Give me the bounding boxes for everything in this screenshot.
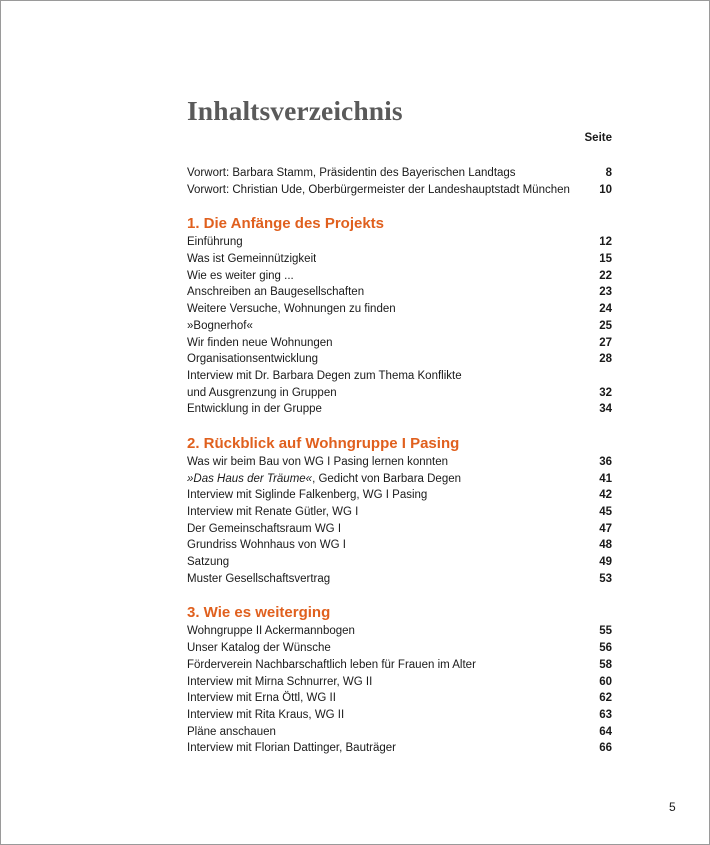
toc-entry-label: Interview mit Mirna Schnurrer, WG II xyxy=(187,675,373,688)
toc-entry[interactable] xyxy=(187,740,612,757)
toc-entry[interactable] xyxy=(187,674,612,691)
toc-entry-page: 64 xyxy=(599,725,612,738)
page-number: 5 xyxy=(669,800,676,814)
toc-entry[interactable] xyxy=(187,385,612,402)
toc-entry-page: 27 xyxy=(599,336,612,349)
toc-entry-label: Interview mit Florian Dattinger, Bauträger xyxy=(187,742,397,755)
toc-entry-label: Grundriss Wohnhaus von WG I xyxy=(187,539,346,552)
section-1 xyxy=(187,214,612,418)
section-heading: 2. Rückblick auf Wohngruppe I Pasing xyxy=(187,434,460,452)
toc-entry-page: 8 xyxy=(605,167,612,179)
toc-entry-label: Anschreiben an Baugesellschaften xyxy=(187,286,365,299)
toc-entry[interactable] xyxy=(187,471,612,488)
section-heading: 3. Wie es weiterging xyxy=(187,604,331,622)
toc-entry-page: 24 xyxy=(599,303,612,316)
toc-entry-label: Was ist Gemeinnützigkeit xyxy=(187,253,317,266)
toc-entry[interactable] xyxy=(187,234,612,251)
preface-list xyxy=(187,165,612,198)
toc-entry[interactable] xyxy=(187,318,612,335)
toc-entry-page: 47 xyxy=(599,522,612,535)
toc-entry[interactable] xyxy=(187,521,612,538)
toc-entry-label: Weitere Versuche, Wohnungen zu finden xyxy=(187,303,396,316)
toc-entry-page: 28 xyxy=(599,353,612,366)
toc-entry[interactable] xyxy=(187,504,612,521)
toc-entry-page: 36 xyxy=(599,455,612,468)
toc-entry[interactable] xyxy=(187,284,612,301)
toc-entry-page: 53 xyxy=(599,572,612,585)
section-2 xyxy=(187,434,612,588)
toc-entry[interactable] xyxy=(187,640,612,657)
toc-entry-label: Interview mit Rita Kraus, WG II xyxy=(187,708,345,721)
toc-entry-page: 62 xyxy=(599,692,612,705)
poem-credit: , Gedicht von Barbara Degen xyxy=(312,472,462,485)
toc-entry-label: Einführung xyxy=(187,236,243,249)
toc-entry-label: »Bognerhof« xyxy=(187,319,253,332)
toc-entry-page: 58 xyxy=(599,658,612,671)
toc-entry[interactable] xyxy=(187,165,612,182)
toc-entry[interactable] xyxy=(187,487,612,504)
toc-entry-label xyxy=(187,471,461,488)
toc-entry-label: Organisationsentwicklung xyxy=(187,353,319,366)
toc-entry-page: 60 xyxy=(599,675,612,688)
toc-entry-label: Muster Gesellschaftsvertrag xyxy=(187,572,331,585)
toc-entry-label: Interview mit Erna Öttl, WG II xyxy=(187,692,336,705)
toc-entry-page: 55 xyxy=(599,625,612,638)
toc-entry[interactable] xyxy=(187,623,612,640)
toc-entry[interactable] xyxy=(187,707,612,724)
toc-entry-label: Satzung xyxy=(187,556,230,569)
toc-entry-page: 41 xyxy=(599,472,612,485)
toc-entry[interactable] xyxy=(187,368,612,385)
page-column-header: Seite xyxy=(584,132,612,144)
section-heading: 1. Die Anfänge des Projekts xyxy=(187,215,385,233)
toc-entry-label: Was wir beim Bau von WG I Pasing lernen konnten xyxy=(187,455,448,468)
poem-title: »Das Haus der Träume« xyxy=(187,472,313,485)
toc-entry[interactable] xyxy=(187,657,612,674)
toc-entry-label: Vorwort: Barbara Stamm, Präsidentin des Bayerischen Landtags xyxy=(187,167,516,179)
toc-entry[interactable] xyxy=(187,401,612,418)
toc-entry-label: Wir finden neue Wohnungen xyxy=(187,336,333,349)
page-title: Inhaltsverzeichnis xyxy=(187,95,403,126)
toc-entry-page: 22 xyxy=(599,269,612,282)
toc-entry-page: 48 xyxy=(599,539,612,552)
toc-entry-page: 15 xyxy=(599,253,612,266)
toc-entry[interactable] xyxy=(187,335,612,352)
toc-entry-label: Förderverein Nachbarschaftlich leben für Frauen im Alter xyxy=(187,658,476,671)
toc-entry[interactable] xyxy=(187,454,612,471)
toc-entry[interactable] xyxy=(187,554,612,571)
toc-entry-page: 34 xyxy=(599,403,612,416)
toc-entry-page: 25 xyxy=(599,319,612,332)
toc-entry-page: 56 xyxy=(599,642,612,655)
toc-entry-page: 10 xyxy=(599,183,612,196)
toc-entry[interactable] xyxy=(187,251,612,268)
toc-entry[interactable] xyxy=(187,268,612,285)
toc-entry[interactable] xyxy=(187,724,612,741)
toc-entry-page: 66 xyxy=(599,742,612,755)
toc-entry-page: 32 xyxy=(599,386,612,399)
toc-entry[interactable] xyxy=(187,182,612,199)
toc-entry-page: 63 xyxy=(599,708,612,721)
toc-entry[interactable] xyxy=(187,690,612,707)
section-3 xyxy=(187,603,612,757)
toc-entry-label: Wohngruppe II Ackermannbogen xyxy=(187,625,355,638)
toc-entry[interactable] xyxy=(187,537,612,554)
toc-entry-label: Interview mit Siglinde Falkenberg, WG I Pasing xyxy=(187,489,428,502)
toc-entry[interactable] xyxy=(187,571,612,588)
toc-entry-label: und Ausgrenzung in Gruppen xyxy=(187,386,337,399)
toc-entry-label: Unser Katalog der Wünsche xyxy=(187,642,331,655)
toc-entry-label: Der Gemeinschaftsraum WG I xyxy=(187,522,342,535)
toc-entry-label: Pläne anschauen xyxy=(187,725,276,738)
toc-entry-label: Vorwort: Christian Ude, Oberbürgermeister der Landeshauptstadt München xyxy=(187,183,570,196)
toc-entry-label: Entwicklung in der Gruppe xyxy=(187,403,322,416)
table-of-contents xyxy=(187,92,612,757)
toc-entry[interactable] xyxy=(187,351,612,368)
toc-entry-page: 45 xyxy=(599,506,612,518)
toc-entry-page: 49 xyxy=(599,556,612,569)
toc-entry-label: Interview mit Renate Gütler, WG I xyxy=(187,506,359,518)
toc-entry-page: 23 xyxy=(599,286,612,299)
toc-entry[interactable] xyxy=(187,301,612,318)
toc-entry-label: Interview mit Dr. Barbara Degen zum Thema Konflikte xyxy=(187,369,462,382)
toc-entry-page: 42 xyxy=(599,489,612,502)
toc-entry-page: 12 xyxy=(599,236,612,249)
toc-entry-label: Wie es weiter ging ... xyxy=(187,269,294,282)
